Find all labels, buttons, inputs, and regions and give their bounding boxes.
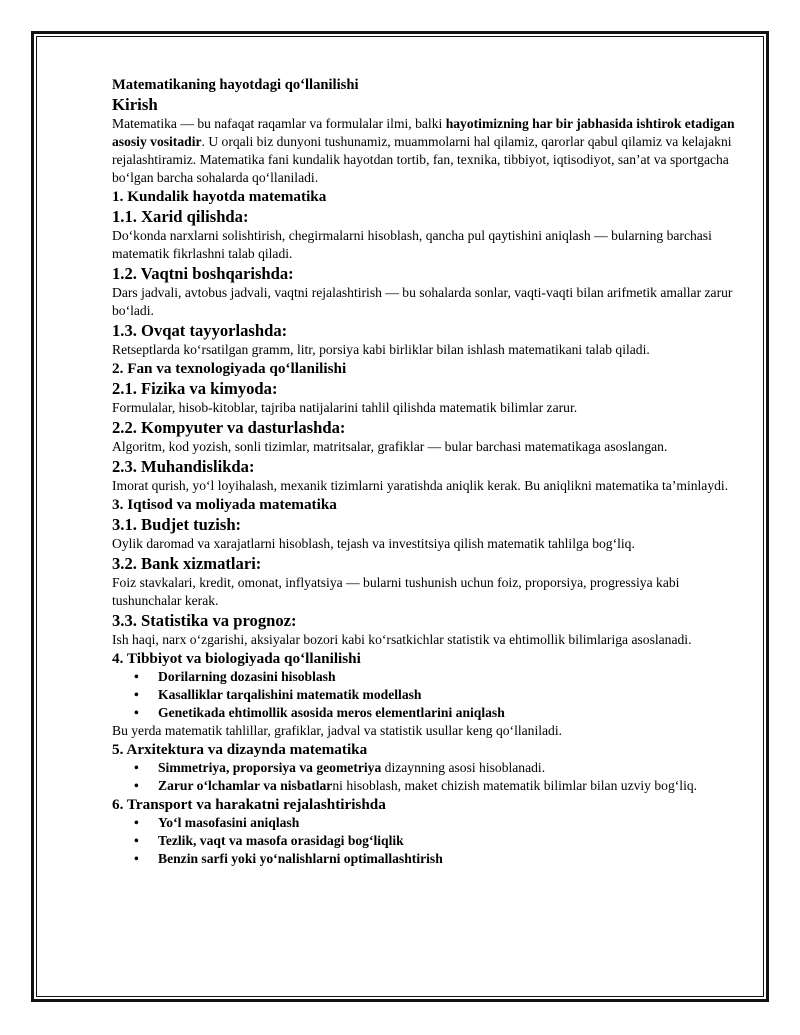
section-3-2-text: Foiz stavkalari, kredit, omonat, inflyatsiya — bularni tushunish uchun foiz, proporsiya, progressiya kabi tushunchalar kerak. xyxy=(112,575,680,608)
intro-heading: Kirish xyxy=(112,95,158,114)
list-item: • Benzin sarfi yoki yo‘nalishlarni optimallashtirish xyxy=(158,850,744,868)
section-1-2-heading: 1.2. Vaqtni boshqarishda: xyxy=(112,264,294,283)
section-2-2-text: Algoritm, kod yozish, sonli tizimlar, matritsalar, grafiklar — bular barchasi matematikaga asoslangan. xyxy=(112,439,668,454)
document-title: Matematikaning hayotdagi qo‘llanilishi xyxy=(112,77,359,93)
section-2-3-heading: 2.3. Muhandislikda: xyxy=(112,457,255,476)
section-3-3-text: Ish haqi, narx o‘zgarishi, aksiyalar bozori kabi ko‘rsatkichlar statistik va ehtimollik bilimlariga asoslanadi. xyxy=(112,632,692,647)
section-4-text: Bu yerda matematik tahlillar, grafiklar, jadval va statistik usullar keng qo‘llaniladi. xyxy=(112,723,563,738)
section-2-1-text: Formulalar, hisob-kitoblar, tajriba natijalarini tahlil qilishda matematik bilimlar zarur. xyxy=(112,400,578,415)
section-4-heading: 4. Tibbiyot va biologiyada qo‘llanilishi xyxy=(112,650,361,667)
section-1-2-text: Dars jadvali, avtobus jadvali, vaqtni rejalashtirish — bu sohalarda sonlar, vaqti-vaqti bilan arifmetik amallar zarur bo‘ladi. xyxy=(112,285,733,318)
list-item: • Dorilarning dozasini hisoblash xyxy=(158,668,744,686)
section-5-heading: 5. Arxitektura va dizaynda matematika xyxy=(112,741,368,758)
intro-paragraph: Matematika — bu nafaqat raqamlar va formulalar ilmi, balki hayotimizning har bir jabhasida ishtirok etadigan asosiy vositadir. U orqali biz dunyoni tushunamiz, muammolarni hal qilamiz, qarorlar qabul qilamiz va kelajakni rejalashtiramiz. Matematika fani kundalik hayotdan tortib, fan, texnika, tibbiyot, iqtisodiyot, san’at va sportgacha bo‘lgan barcha sohalarda qo‘llaniladi. xyxy=(112,116,735,185)
section-1-1-heading: 1.1. Xarid qilishda: xyxy=(112,207,249,226)
section-6-list xyxy=(112,814,744,868)
section-2-1-heading: 2.1. Fizika va kimyoda: xyxy=(112,379,278,398)
section-4-list xyxy=(112,668,744,722)
section-3-1-text: Oylik daromad va xarajatlarni hisoblash, tejash va investitsiya qilish matematik tahlilga bog‘liq. xyxy=(112,536,635,551)
list-item: • Yo‘l masofasini aniqlash xyxy=(158,814,744,832)
document-body xyxy=(112,76,744,868)
section-3-heading: 3. Iqtisod va moliyada matematika xyxy=(112,496,337,513)
list-item: • Tezlik, vaqt va masofa orasidagi bog‘liqlik xyxy=(158,832,744,850)
list-item: • Zarur o‘lchamlar va nisbatlarni hisoblash, maket chizish matematik bilimlar bilan uzviy bog‘liq. xyxy=(158,777,744,795)
section-3-3-heading: 3.3. Statistika va prognoz: xyxy=(112,611,297,630)
section-2-3-text: Imorat qurish, yo‘l loyihalash, mexanik tizimlarni yaratishda aniqlik kerak. Bu aniqlikni matematika ta’minlaydi. xyxy=(112,478,729,493)
section-2-2-heading: 2.2. Kompyuter va dasturlashda: xyxy=(112,418,346,437)
list-item: • Genetikada ehtimollik asosida meros elementlarini aniqlash xyxy=(158,704,744,722)
list-item: • Simmetriya, proporsiya va geometriya dizaynning asosi hisoblanadi. xyxy=(158,759,744,777)
section-5-list xyxy=(112,759,744,795)
section-1-3-text: Retseptlarda ko‘rsatilgan gramm, litr, porsiya kabi birliklar bilan ishlash matematikani talab qiladi. xyxy=(112,342,650,357)
list-item: • Kasalliklar tarqalishini matematik modellash xyxy=(158,686,744,704)
section-1-3-heading: 1.3. Ovqat tayyorlashda: xyxy=(112,321,288,340)
section-3-1-heading: 3.1. Budjet tuzish: xyxy=(112,515,242,534)
section-3-2-heading: 3.2. Bank xizmatlari: xyxy=(112,554,262,573)
section-2-heading: 2. Fan va texnologiyada qo‘llanilishi xyxy=(112,360,347,377)
section-1-heading: 1. Kundalik hayotda matematika xyxy=(112,188,327,205)
section-6-heading: 6. Transport va harakatni rejalashtirishda xyxy=(112,796,386,813)
section-1-1-text: Do‘konda narxlarni solishtirish, chegirmalarni hisoblash, qancha pul qaytishini aniqlash — bularning barchasi matematik fikrlashni talab qiladi. xyxy=(112,228,712,261)
